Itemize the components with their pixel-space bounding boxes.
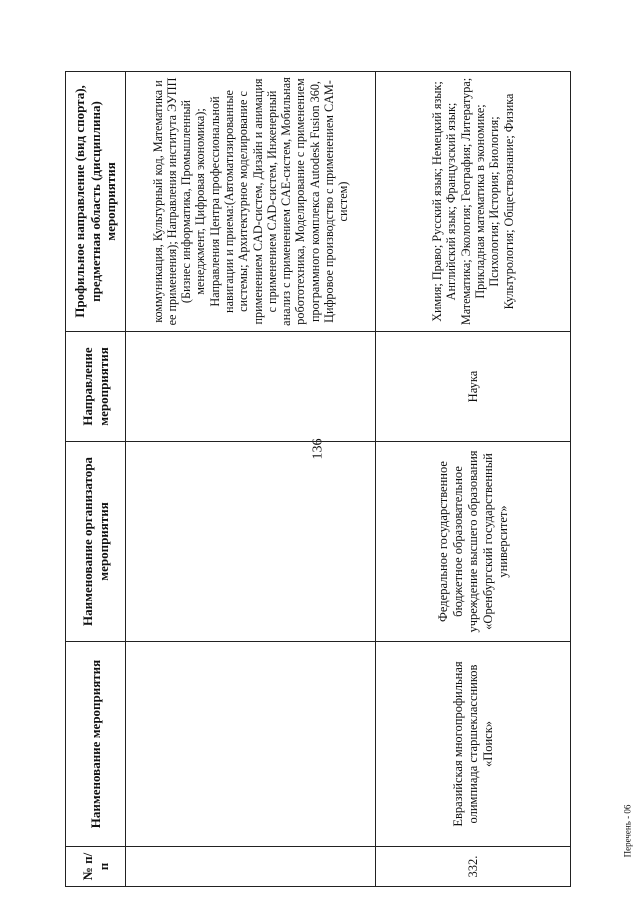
page-number: 136 [310, 438, 326, 460]
table-row [376, 72, 571, 887]
events-table [65, 71, 571, 887]
cell-organizer: Федеральное государственное бюджетное образовательное учреждение высшего образования «Оренбургский государственный университет» [376, 442, 571, 642]
cell-num [126, 847, 376, 887]
cell-name: Евразийская многопрофильная олимпиада старшеклассников «Поиск» [376, 642, 571, 847]
header-profile: Профильное направление (вид спорта), предметная область (дисциплина) мероприятия [66, 72, 126, 332]
cell-num: 332. [376, 847, 571, 887]
cell-profile: Химия; Право; Русский язык; Немецкий язык; Английский язык; Французский язык; Математика; Экология; География; Литература; Прикладная математика в экономике; Психология; История; Биология; Культурология; Обществознание; Физика [376, 72, 571, 332]
header-direction: Направление мероприятия [66, 332, 126, 442]
rotated-table-container [65, 72, 570, 887]
cell-organizer [126, 442, 376, 642]
cell-direction [126, 332, 376, 442]
table-row [126, 72, 376, 887]
cell-name [126, 642, 376, 847]
table-header-row [66, 72, 126, 887]
header-num: № п/п [66, 847, 126, 887]
footer-note: Перечень - 06 [622, 804, 633, 858]
header-organizer: Наименование организатора мероприятия [66, 442, 126, 642]
cell-profile: коммуникация, Культурный код, Математика и ее применения); Направления института ЭУПП (Бизнес информатика, Промышленный менеджмент, Цифровая экономика); Направления Центра профессиональной навигации и приема:(Автоматизированные системы; Архитектурное моделирование с применением CAD-систем, Дизайн и анимация с применением CAD-систем, Инженерный анализ с применением CAE-систем, Мобильная робототехника, Моделирование с применением программного комплекса Autodesk Fusion 360, Цифровое производство с применением CAM-систем) [126, 72, 376, 332]
cell-direction: Наука [376, 332, 571, 442]
header-name: Наименование мероприятия [66, 642, 126, 847]
